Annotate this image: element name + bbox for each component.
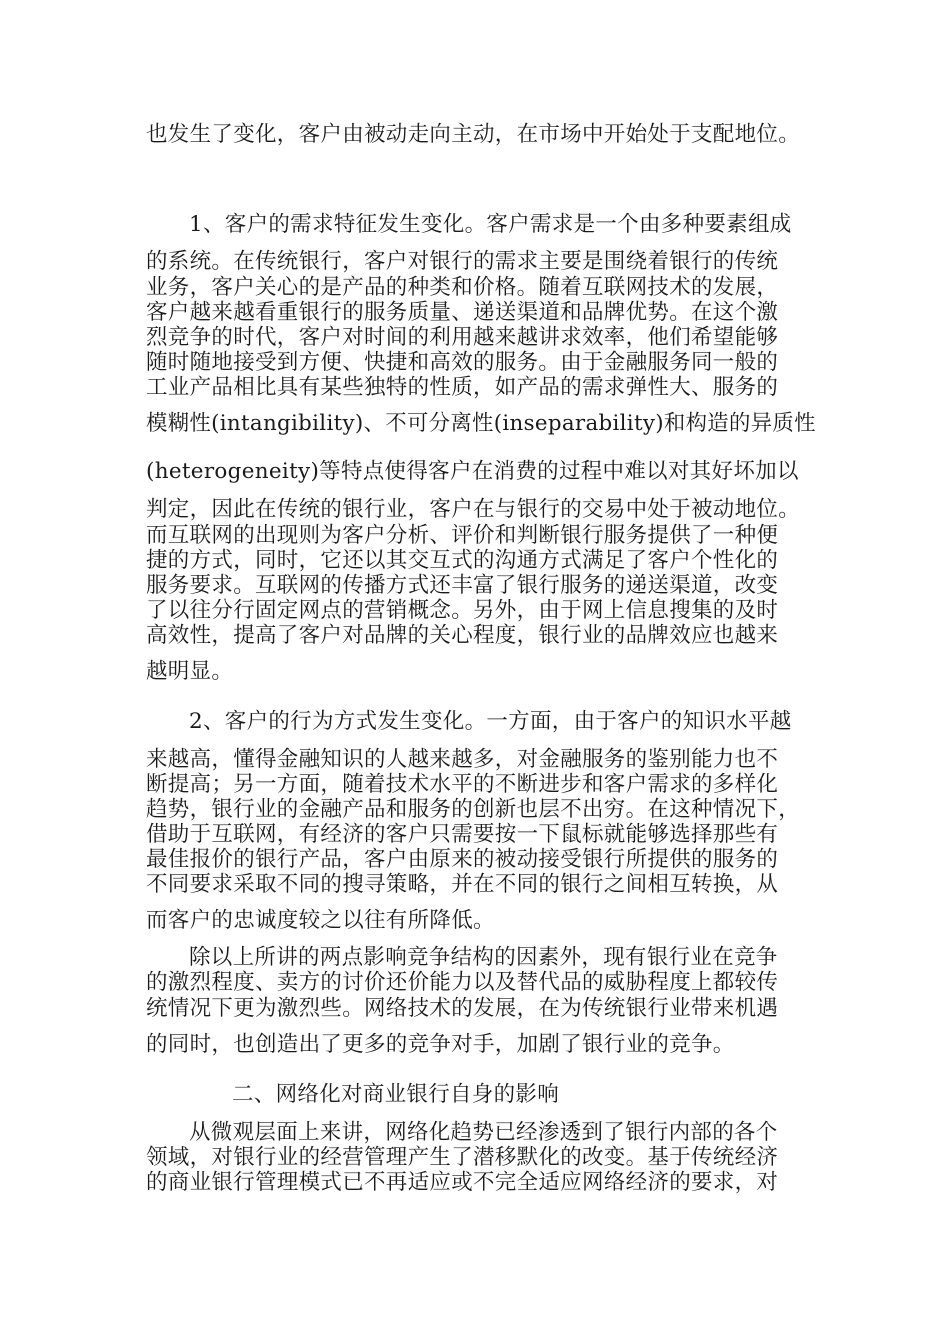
paragraph-line: 的系统。在传统银行，客户对银行的需求主要是围绕着银行的传统 (146, 249, 779, 274)
section-heading: 二、网络化对商业银行自身的影响 (232, 1082, 560, 1107)
paragraph-line: 服务要求。互联网的传播方式还丰富了银行服务的递送渠道，改变 (146, 573, 779, 598)
paragraph-line: 的商业银行管理模式已不再适应或不完全适应网络经济的要求，对 (146, 1170, 779, 1195)
paragraph-line: 的同时，也创造出了更多的竞争对手，加剧了银行业的竞争。 (146, 1032, 735, 1057)
paragraph-line: 越明显。 (146, 659, 234, 684)
paragraph-line: 工业产品相比具有某些独特的性质，如产品的需求弹性大、服务的 (146, 375, 779, 400)
paragraph-line: 的激烈程度、卖方的讨价还价能力以及替代品的威胁程度上都较传 (146, 970, 779, 995)
paragraph-line: 趋势，银行业的金融产品和服务的创新也层不出穷。在这种情况下， (146, 797, 801, 822)
paragraph-line: 判定，因此在传统的银行业，客户在与银行的交易中处于被动地位。 (146, 497, 801, 522)
paragraph-line: 也发生了变化，客户由被动走向主动，在市场中开始处于支配地位。 (146, 122, 801, 147)
paragraph-line: 2、客户的行为方式发生变化。一方面，由于客户的知识水平越 (189, 709, 792, 734)
paragraph-line: 业务，客户关心的是产品的种类和价格。随着互联网技术的发展， (146, 275, 779, 300)
paragraph-line: 高效性，提高了客户对品牌的关心程度，银行业的品牌效应也越来 (146, 623, 779, 648)
paragraph-line: 借助于互联网，有经济的客户只需要按一下鼠标就能够选择那些有 (146, 822, 779, 847)
paragraph-line: 来越高，懂得金融知识的人越来越多，对金融服务的鉴别能力也不 (146, 747, 779, 772)
paragraph-line: 捷的方式，同时，它还以其交互式的沟通方式满足了客户个性化的 (146, 548, 779, 573)
paragraph-line: 不同要求采取不同的搜寻策略，并在不同的银行之间相互转换，从 (146, 872, 779, 897)
paragraph-line: 领域，对银行业的经营管理产生了潜移默化的改变。基于传统经济 (146, 1145, 779, 1170)
paragraph-line: 随时随地接受到方便、快捷和高效的服务。由于金融服务同一般的 (146, 350, 779, 375)
paragraph-line: 从微观层面上来讲，网络化趋势已经渗透到了银行内部的各个 (189, 1120, 778, 1145)
paragraph-line: 除以上所讲的两点影响竞争结构的因素外，现有银行业在竞争 (189, 945, 778, 970)
paragraph-line: 1、客户的需求特征发生变化。客户需求是一个由多种要素组成 (189, 212, 792, 237)
paragraph-line: 而客户的忠诚度较之以往有所降低。 (146, 908, 495, 933)
paragraph-line: 模糊性(intangibility)、不可分离性(inseparability)和构造的异质性 (146, 411, 816, 436)
paragraph-line: 了以往分行固定网点的营销概念。另外，由于网上信息搜集的及时 (146, 598, 779, 623)
paragraph-line: 烈竞争的时代，客户对时间的利用越来越讲求效率，他们希望能够 (146, 325, 779, 350)
paragraph-line: (heterogeneity)等特点使得客户在消费的过程中难以对其好坏加以 (146, 459, 799, 484)
paragraph-line: 断提高；另一方面，随着技术水平的不断进步和客户需求的多样化 (146, 772, 779, 797)
paragraph-line: 而互联网的出现则为客户分析、评价和判断银行服务提供了一种便 (146, 523, 779, 548)
paragraph-line: 统情况下更为激烈些。网络技术的发展，在为传统银行业带来机遇 (146, 996, 779, 1021)
paragraph-line: 客户越来越看重银行的服务质量、递送渠道和品牌优势。在这个激 (146, 300, 779, 325)
paragraph-line: 最佳报价的银行产品，客户由原来的被动接受银行所提供的服务的 (146, 847, 779, 872)
